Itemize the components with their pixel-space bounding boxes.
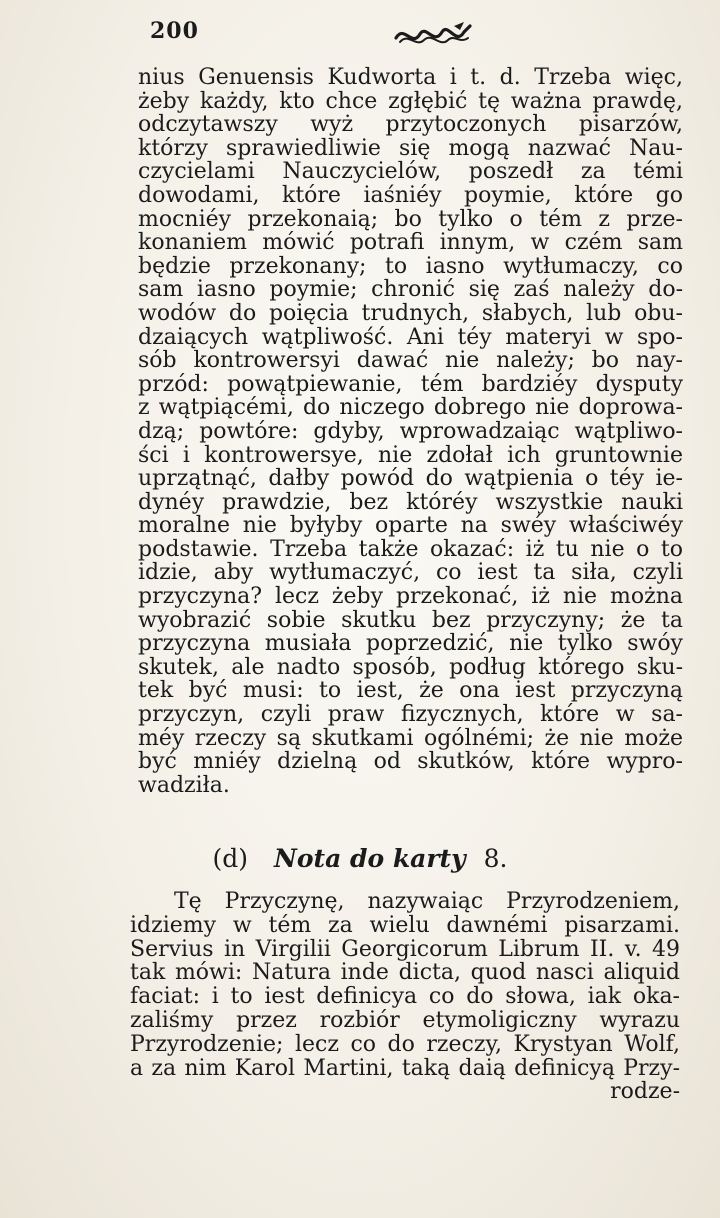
catchword: rodze- [610, 1080, 680, 1105]
note-line: idziemy w tém za wielu dawnémi pisarzami. [130, 913, 680, 938]
note-text-block [130, 890, 680, 1104]
note-line: zaliśmy przez rozbiór etymoligiczny wyrazu [130, 1008, 680, 1033]
text-line: dzą; powtóre: gdyby, wprowadzaiąc wątpliwo- [138, 419, 683, 444]
page-number: 200 [150, 18, 199, 44]
text-line: podstawie. Trzeba także okazać: iż tu nie o to [138, 537, 683, 562]
text-line: wodów do poięcia trudnych, słabych, lub obu- [138, 301, 683, 326]
text-line: idzie, aby wytłumaczyć, co iest ta siła, czyli [138, 561, 683, 586]
text-line: wadziła. [138, 773, 230, 798]
text-line: dzaiących wątpliwość. Ani téy materyi w spo- [138, 325, 683, 350]
note-line: Servius in Virgilii Georgicorum Librum II. v. 49 [130, 937, 680, 962]
note-line: a za nim Karol Martini, taką daią definicyą Przy- [130, 1056, 680, 1081]
note-line: Przyrodzenie; lecz co do rzeczy, Krystyan Wolf, [130, 1032, 680, 1057]
text-line: przód: powątpiewanie, tém bardziéy dysputy [138, 372, 683, 397]
text-line: ści i kontrowersye, nie zdołał ich gruntownie [138, 443, 683, 468]
text-line: uprzątnąć, dałby powód do wątpienia o téy ie- [138, 467, 683, 491]
text-line: przyczyna musiała poprzedzić, nie tylko swóy [138, 632, 683, 656]
note-line: faciat: i to iest definicya co do słowa, iak oka- [130, 985, 680, 1009]
text-line: mocniéy przekonaią; bo tylko o tém z prze- [138, 207, 683, 232]
text-line: być mniéy dzielną od skutków, które wypro- [138, 750, 683, 774]
text-line: którzy sprawiedliwie się mogą nazwać Nau- [138, 136, 683, 161]
note-marker: (d) [212, 844, 249, 873]
text-line: méy rzeczy są skutkami ogólnémi; że nie może [138, 726, 683, 751]
text-line: dowodami, które iaśniéy poymie, które go [138, 183, 683, 208]
text-line: konaniem mówić potrafi innym, w czém sam [138, 231, 683, 255]
note-title: Nota do karty [274, 844, 466, 873]
text-line: przyczyna? lecz żeby przekonać, iż nie można [138, 585, 683, 609]
text-line: odczytawszy wyż przytoczonych pisarzów, [138, 113, 683, 137]
note-heading [0, 844, 720, 873]
text-line: tek być musi: to iest, że ona iest przyczyną [138, 679, 683, 704]
text-line: dynéy prawdzie, bez któréy wszystkie nauki [138, 490, 683, 515]
text-line: moralne nie byłyby oparte na swéy właściwéy [138, 514, 683, 538]
text-line: przyczyn, czyli praw fizycznych, które w sa- [138, 703, 683, 727]
note-line: Tę Przyczynę, nazywaiąc Przyrodzeniem, [174, 890, 680, 914]
text-line: wyobrazić sobie skutku bez przyczyny; że ta [138, 608, 683, 633]
text-line: żeby każdy, kto chce zgłębić tę ważna prawdę, [138, 89, 683, 114]
text-line: sób kontrowersyi dawać nie należy; bo nay- [138, 349, 683, 373]
note-page-ref: 8. [483, 844, 508, 873]
text-line: z wątpiącémi, do niczego dobrego nie doprowa- [138, 396, 683, 420]
decorative-flourish-icon [394, 18, 472, 50]
text-line: sam iasno poymie; chronić się zaś należy do- [138, 278, 683, 302]
text-line: skutek, ale nadto sposób, podług którego sku- [138, 655, 683, 680]
note-line: tak mówi: Natura inde dicta, quod nasci aliquid [130, 961, 680, 986]
text-line: będzie przekonany; to iasno wytłumaczy, co [138, 254, 683, 279]
page-header [0, 14, 720, 54]
main-text-block [138, 66, 683, 797]
text-line: nius Genuensis Kudworta i t. d. Trzeba więc, [138, 66, 683, 90]
text-line: czycielami Nauczycielów, poszedł za témi [138, 160, 683, 184]
